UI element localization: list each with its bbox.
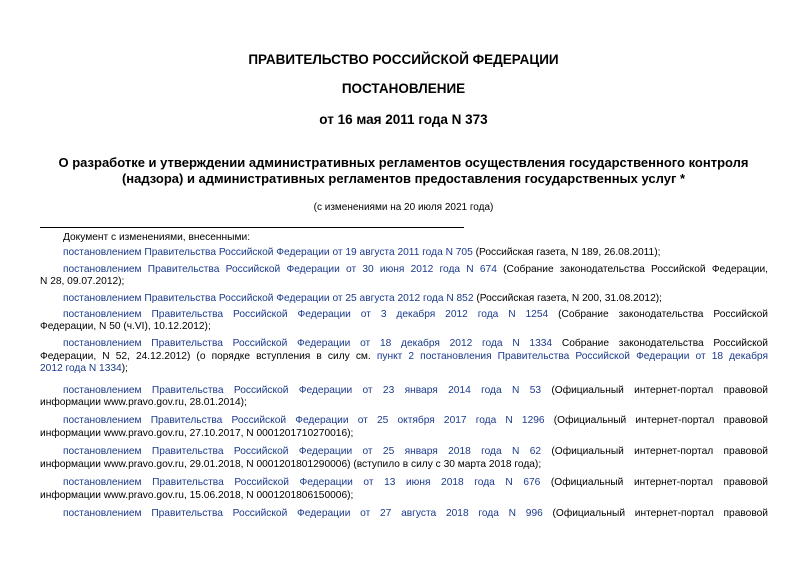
amendment-source-cont: информации www.pravo.gov.ru, 27.10.2017, N 0001201710270016);	[40, 428, 354, 439]
amendment-link[interactable]: постановлением Правительства Российской Федерации от 13 июня 2018 года N 676	[63, 477, 541, 488]
list-item	[63, 338, 768, 350]
list-item	[63, 309, 768, 321]
subject-title-line1: О разработке и утверждении административных регламентов осуществления государственного контроля	[58, 155, 749, 170]
list-item	[63, 446, 768, 458]
amendment-link[interactable]: постановлением Правительства Российской Федерации от 25 января 2018 года N 62	[63, 446, 542, 457]
list-item	[63, 415, 768, 427]
changes-note: (с изменениями на 20 июля 2021 года)	[313, 202, 494, 213]
amendment-source-prefix: Федерации, N 52, 24.12.2012) (о порядке вступления в силу см.	[40, 351, 371, 362]
list-item	[63, 508, 768, 520]
amendment-source: (Официальный интернет-портал правовой	[541, 385, 768, 396]
amendment-source: (Российская газета, N 200, 31.08.2012);	[473, 293, 662, 304]
amendment-source: (Официальный интернет-портал правовой	[541, 446, 768, 457]
list-item	[63, 477, 768, 489]
amendment-link[interactable]: постановлением Правительства Российской Федерации от 23 января 2014 года N 53	[63, 385, 542, 396]
amendment-link[interactable]: постановлением Правительства Российской Федерации от 25 октября 2017 года N 1296	[63, 415, 545, 426]
amendment-source: (Официальный интернет-портал правовой	[544, 415, 768, 426]
government-heading: ПРАВИТЕЛЬСТВО РОССИЙСКОЙ ФЕДЕРАЦИИ	[248, 52, 559, 67]
amendment-source-cont: информации www.pravo.gov.ru, 15.06.2018, N 0001201806150006);	[40, 490, 354, 501]
amendment-source-cont	[40, 363, 128, 375]
amendments-intro: Документ с изменениями, внесенными:	[63, 232, 251, 243]
amendment-source-cont: информации www.pravo.gov.ru, 29.01.2018, N 0001201801290006) (вступило в силу с 30 марта 2018 года);	[40, 459, 542, 470]
amendment-source-cont: N 28, 09.07.2012);	[40, 276, 125, 287]
amendment-source-end: );	[121, 363, 128, 374]
amendment-link[interactable]: постановлением Правительства Российской Федерации от 30 июня 2012 года N 674	[63, 264, 497, 275]
amendment-source-cont	[40, 351, 768, 363]
amendment-source: (Российская газета, N 189, 26.08.2011);	[472, 247, 661, 258]
amendment-source: (Собрание законодательства Российской	[548, 309, 768, 320]
amendment-link[interactable]: постановлением Правительства Российской Федерации от 25 августа 2012 года N 852	[63, 293, 474, 304]
list-item	[63, 247, 660, 259]
date-number-heading: от 16 мая 2011 года N 373	[319, 112, 488, 127]
effective-date-link[interactable]: пункт 2 постановления Правительства Российской Федерации от 18 декабря	[376, 351, 768, 362]
amendment-source-cont: информации www.pravo.gov.ru, 28.01.2014);	[40, 397, 247, 408]
amendment-source: Собрание законодательства Российской	[552, 338, 769, 349]
amendment-link[interactable]: постановлением Правительства Российской Федерации от 3 декабря 2012 года N 1254	[63, 309, 549, 320]
amendment-source: (Собрание законодательства Российской Федерации,	[496, 264, 768, 275]
list-item	[63, 385, 768, 397]
amendment-source-cont: Федерации, N 50 (ч.VI), 10.12.2012);	[40, 321, 211, 332]
divider	[40, 227, 464, 228]
subject-title-line2: (надзора) и административных регламентов предоставления государственных услуг *	[121, 171, 686, 186]
effective-date-link-cont[interactable]: 2012 года N 1334	[40, 363, 122, 374]
list-item	[63, 264, 768, 276]
amendment-source: (Официальный интернет-портал правовой	[540, 477, 768, 488]
amendment-source: (Официальный интернет-портал правовой	[542, 508, 768, 519]
amendment-link[interactable]: постановлением Правительства Российской Федерации от 19 августа 2011 года N 705	[63, 247, 473, 258]
list-item	[63, 293, 662, 305]
document-type-heading: ПОСТАНОВЛЕНИЕ	[341, 81, 466, 96]
amendment-link[interactable]: постановлением Правительства Российской Федерации от 27 августа 2018 года N 996	[63, 508, 543, 519]
amendment-link[interactable]: постановлением Правительства Российской Федерации от 18 декабря 2012 года N 1334	[63, 338, 553, 349]
